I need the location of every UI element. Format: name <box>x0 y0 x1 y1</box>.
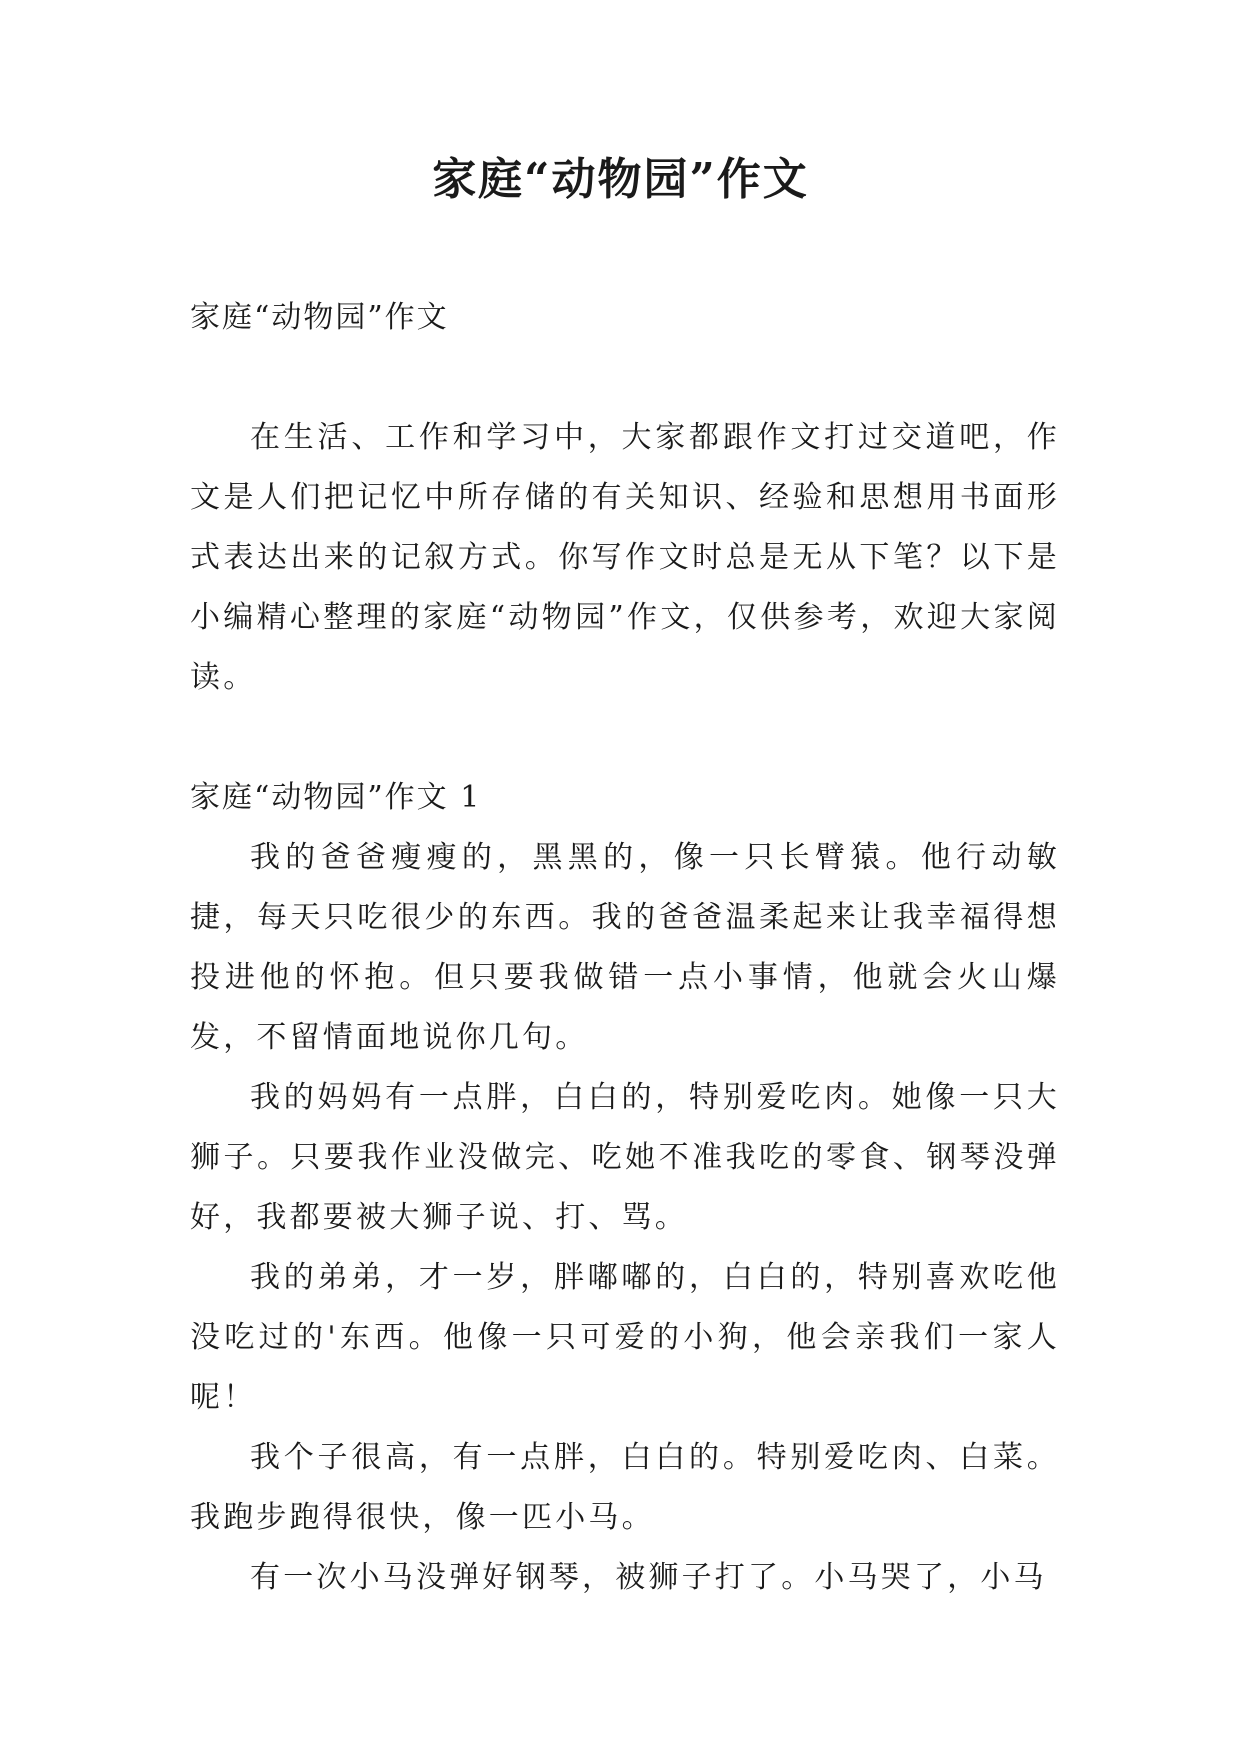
essay-paragraph: 我的弟弟，才一岁，胖嘟嘟的，白白的，特别喜欢吃他没吃过的'东西。他像一只可爱的小狗，他会亲我们一家人呢！ <box>190 1260 1060 1415</box>
spacer <box>190 348 1060 408</box>
essay-paragraph: 我的爸爸瘦瘦的，黑黑的，像一只长臂猿。他行动敏捷，每天只吃很少的东西。我的爸爸温柔起来让我幸福得想投进他的怀抱。但只要我做错一点小事情，他就会火山爆发，不留情面地说你几句。 <box>190 840 1060 1055</box>
spacer <box>190 708 1060 768</box>
essay-paragraph: 我的妈妈有一点胖，白白的，特别爱吃肉。她像一只大狮子。只要我作业没做完、吃她不准我吃的零食、钢琴没弹好，我都要被大狮子说、打、骂。 <box>190 1080 1060 1235</box>
essay-heading: 家庭“动物园”作文 1 <box>190 780 482 815</box>
document-body <box>190 288 1060 1608</box>
essay-paragraph: 我个子很高，有一点胖，白白的。特别爱吃肉、白菜。我跑步跑得很快，像一匹小马。 <box>190 1440 1060 1535</box>
essay-paragraph: 有一次小马没弹好钢琴，被狮子打了。小马哭了，小马 <box>250 1560 1047 1595</box>
document-subheading: 家庭“动物园”作文 <box>190 300 449 335</box>
intro-paragraph: 在生活、工作和学习中，大家都跟作文打过交道吧，作文是人们把记忆中所存储的有关知识、经验和思想用书面形式表达出来的记叙方式。你写作文时总是无从下笔？以下是小编精心整理的家庭“动物园”作文，仅供参考，欢迎大家阅读。 <box>190 420 1060 695</box>
document-title: 家庭“动物园”作文 <box>432 154 809 205</box>
